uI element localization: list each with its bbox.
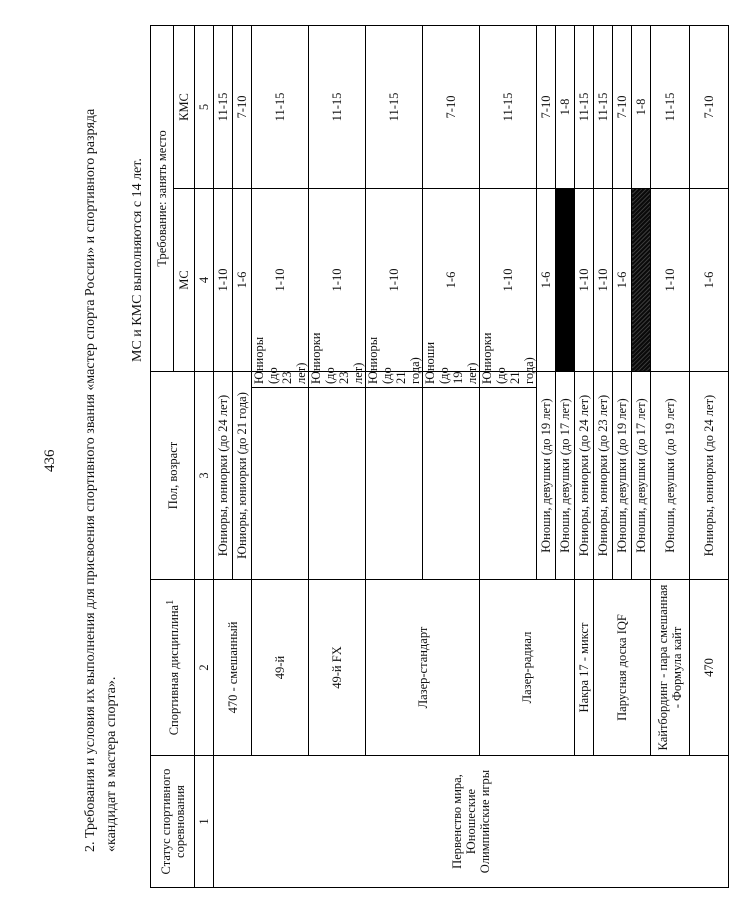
discipline-cell: 470: [690, 580, 729, 756]
age-cell: Юниоры, юниорки (до 21 года): [233, 371, 252, 579]
column-number: 1: [195, 756, 214, 888]
section-heading: 2. Требования и условия их выполнения для присвоения спортивного звания «мастер спорта России» и спортивного разряда «кандидат в мастера спорта».: [83, 108, 119, 852]
page-number: 436: [42, 449, 58, 472]
ms-cell: 1-6: [537, 188, 556, 371]
ms-cell: 1-10: [594, 188, 613, 371]
kms-cell: 11-15: [575, 25, 594, 188]
kms-cell: 11-15: [214, 25, 233, 188]
age-indent-cell: [423, 388, 480, 580]
kms-cell: 7-10: [613, 25, 632, 188]
kms-cell: 11-15: [309, 25, 366, 188]
kms-cell: 11-15: [366, 25, 423, 188]
discipline-cell: 470 - смешанный: [214, 580, 252, 756]
age-cell: Юниоры, юниорки (до 24 лет): [214, 371, 233, 579]
kms-cell: 11-15: [594, 25, 613, 188]
column-number: 2: [195, 580, 214, 756]
discipline-cell: Лазер-радиал: [480, 580, 575, 756]
ms-cell: 1-10: [309, 188, 366, 371]
ms-cell-blacked-out: [632, 188, 651, 371]
age-cell: Юниоры, юниорки (до 24 лет): [690, 371, 729, 579]
header-requirement: Требование: занять место: [151, 25, 174, 371]
kms-cell: 11-15: [651, 25, 690, 188]
discipline-cell: Накра 17 - микст: [575, 580, 594, 756]
discipline-cell: 49-й FX: [309, 580, 366, 756]
age-indent-cell: [480, 388, 537, 580]
age-cell: Юниоры, юниорки (до 23 лет): [594, 371, 613, 579]
table-row: [214, 25, 233, 887]
column-number-row: [195, 25, 214, 887]
age-cell: Юниорки (до 23 лет): [309, 371, 366, 387]
ms-cell-blacked-out: [556, 188, 575, 371]
column-number: 3: [195, 371, 214, 579]
kms-cell: 11-15: [252, 25, 309, 188]
kms-cell: 7-10: [423, 25, 480, 188]
age-cell: Юноши, девушки (до 19 лет): [651, 371, 690, 579]
ms-cell: 1-6: [690, 188, 729, 371]
footnote-marker: 1: [164, 599, 176, 605]
header-kms: КМС: [174, 25, 195, 188]
header-discipline: Спортивная дисциплина$^1$: [151, 580, 195, 756]
age-cell: Юниоры, юниорки (до 24 лет): [575, 371, 594, 579]
age-cell: Юноши, девушки (до 17 лет): [632, 371, 651, 579]
discipline-cell: Лазер-стандарт: [366, 580, 480, 756]
discipline-cell: 49-й: [252, 580, 309, 756]
kms-cell: 7-10: [690, 25, 729, 188]
ms-cell: 1-10: [366, 188, 423, 371]
age-indent-cell: [252, 388, 309, 580]
kms-cell: 7-10: [537, 25, 556, 188]
column-number: 5: [195, 25, 214, 188]
age-cell: Юноши (до 19 лет): [423, 371, 480, 387]
kms-cell: 1-8: [556, 25, 575, 188]
kms-cell: 1-8: [632, 25, 651, 188]
discipline-cell: Кайтбординг - пара смешанная - Формула кайт: [651, 580, 690, 756]
age-indent-cell: [366, 388, 423, 580]
kms-cell: 7-10: [233, 25, 252, 188]
header-ms: МС: [174, 188, 195, 371]
age-cell: Юниоры (до 21 года): [366, 371, 423, 387]
age-cell: Юноши, девушки (до 17 лет): [556, 371, 575, 579]
status-cell: Первенство мира, Юношеские Олимпийские игры: [214, 756, 729, 888]
ms-cell: 1-10: [575, 188, 594, 371]
ms-cell: 1-10: [252, 188, 309, 371]
ms-cell: 1-10: [480, 188, 537, 371]
discipline-cell: Парусная доска IQF: [594, 580, 651, 756]
table-header-row: [151, 25, 174, 887]
ms-cell: 1-6: [613, 188, 632, 371]
column-number: 4: [195, 188, 214, 371]
age-note: МС и КМС выполняются с 14 лет.: [130, 158, 145, 362]
header-gender-age: Пол, возраст: [151, 371, 195, 579]
age-cell: Юноши, девушки (до 19 лет): [613, 371, 632, 579]
ms-cell: 1-10: [651, 188, 690, 371]
requirements-table: [150, 25, 729, 888]
ms-cell: 1-10: [214, 188, 233, 371]
ms-cell: 1-6: [233, 188, 252, 371]
ms-cell: 1-6: [423, 188, 480, 371]
header-status: Статус спортивного соревнования: [151, 756, 195, 888]
age-cell: Юниоры (до 23 лет): [252, 371, 309, 387]
kms-cell: 11-15: [480, 25, 537, 188]
age-cell: Юниорки (до 21 года): [480, 371, 537, 387]
age-cell: Юноши, девушки (до 19 лет): [537, 371, 556, 579]
age-indent-cell: [309, 388, 366, 580]
